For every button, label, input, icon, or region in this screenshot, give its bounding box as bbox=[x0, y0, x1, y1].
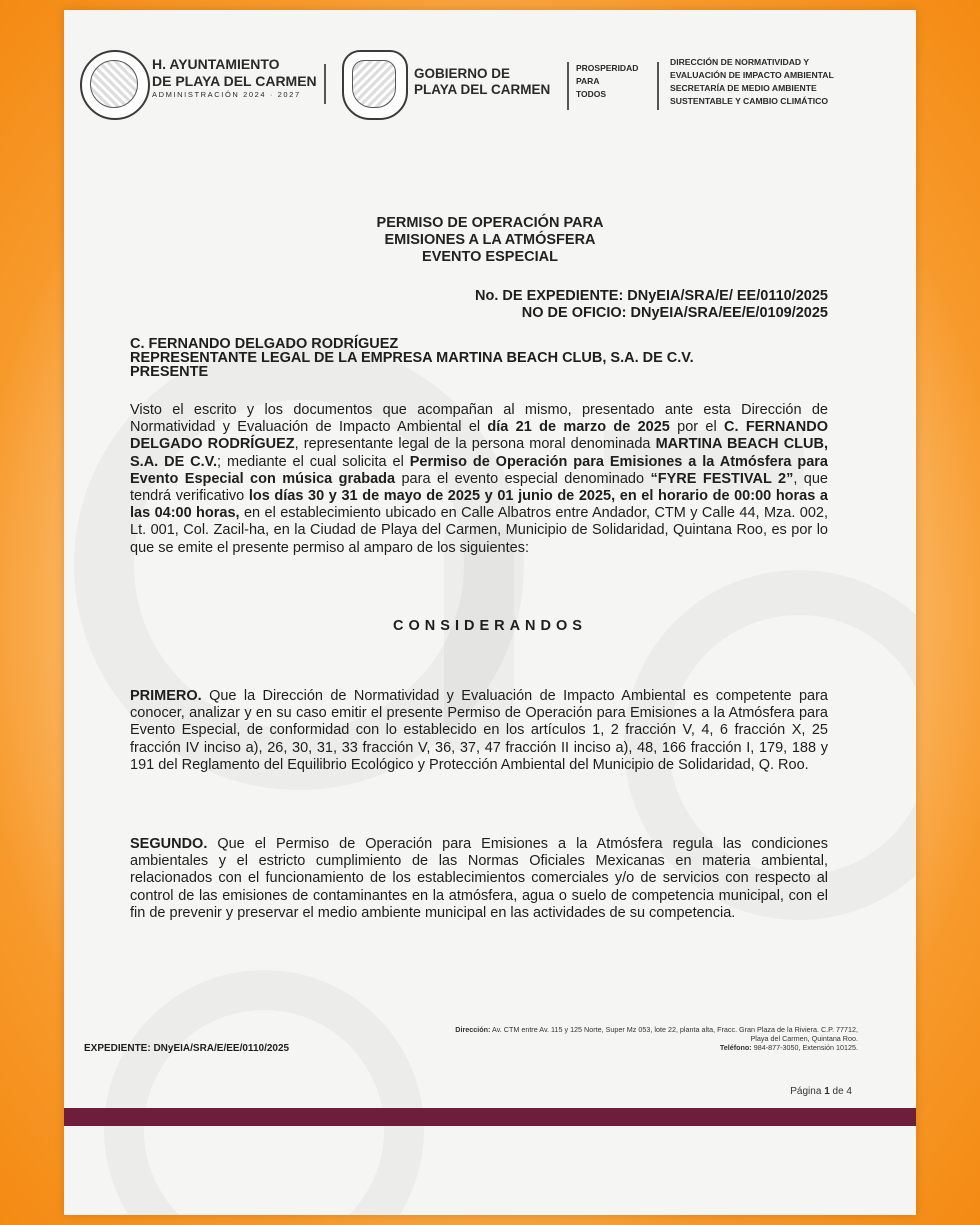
administracion-label: ADMINISTRACIÓN 2024 · 2027 bbox=[152, 90, 301, 99]
primero-paragraph: PRIMERO. Que la Dirección de Normatividad y Evaluación de Impacto Ambiental es competente para conocer, analizar y en su caso emitir el presente Permiso de Operación para Emisiones a la Atmósfera para Evento Especial, de conformidad con lo establecido en los artículos 1, 2 fracción V, 4, 6 fracción X, 25 fracción IV inciso a), 26, 30, 31, 33 fracción V, 36, 37, 47 fracción II inciso a), 48, 166 fracción I, 179, 188 y 191 del Reglamento del Equilibrio Ecológico y Protección Ambiental del Municipio de Solidaridad, Q. Roo. bbox=[130, 688, 828, 773]
document-page bbox=[64, 10, 916, 1215]
ayuntamiento-seal-icon bbox=[80, 50, 150, 120]
gobierno-title-1: GOBIERNO DE bbox=[414, 66, 511, 81]
page-number: Página 1 de 4 bbox=[790, 1086, 852, 1097]
document-title: PERMISO DE OPERACIÓN PARA EMISIONES A LA ATMÓSFERA EVENTO ESPECIAL bbox=[376, 215, 604, 265]
watermark-ring bbox=[104, 970, 424, 1215]
gobierno-title-2: PLAYA DEL CARMEN bbox=[414, 82, 551, 97]
footer-color-bar bbox=[64, 1108, 916, 1126]
intro-paragraph: Visto el escrito y los documentos que acompañan al mismo, presentado ante esta Dirección de Normatividad y Evaluación de Impacto Ambiental el día 21 de marzo de 2025 por el C. FERNANDO DELGADO RODRÍGUEZ, representante legal de la persona moral denominada MARTINA BEACH CLUB, S.A. DE C.V.; mediante el cual solicita el Permiso de Operación para Emisiones a la Atmósfera para Evento Especial con música grabada para el evento especial denominado “FYRE FESTIVAL 2”, que tendrá verificativo los días 30 y 31 de mayo de 2025 y 01 junio de 2025, en el horario de 00:00 horas a las 04:00 horas, en el establecimiento ubicado en Calle Albatros entre Andador, CTM y Calle 44, Mza. 002, Lt. 001, Col. Zacil-ha, en la Ciudad de Playa del Carmen, Municipio de Solidaridad, Quintana Roo, es por lo que se emite el presente permiso al amparo de los siguientes: bbox=[130, 402, 828, 556]
considerandos-heading: CONSIDERANDOS bbox=[393, 618, 587, 634]
file-numbers bbox=[475, 288, 828, 322]
expediente-number: No. DE EXPEDIENTE: DNyEIA/SRA/E/ EE/0110/2025 bbox=[475, 288, 828, 304]
ayuntamiento-title-1: H. AYUNTAMIENTO bbox=[152, 56, 280, 72]
divider bbox=[324, 64, 326, 104]
ayuntamiento-title-2: DE PLAYA DEL CARMEN bbox=[152, 73, 317, 89]
addressee-block: C. FERNANDO DELGADO RODRÍGUEZ REPRESENTANTE LEGAL DE LA EMPRESA MARTINA BEACH CLUB, S.A. DE C.V. PRESENTE bbox=[130, 336, 694, 380]
dependency-name: DIRECCIÓN DE NORMATIVIDAD Y EVALUACIÓN DE IMPACTO AMBIENTAL SECRETARÍA DE MEDIO AMBIENTE SUSTENTABLE Y CAMBIO CLIMÁTICO bbox=[670, 57, 834, 106]
oficio-number: NO DE OFICIO: DNyEIA/SRA/EE/E/0109/2025 bbox=[521, 305, 828, 321]
footer-address: Dirección: Av. CTM entre Av. 115 y 125 Norte, Super Mz 053, lote 22, planta alta, Fracc. Gran Plaza de la Riviera. C.P. 77712, Playa del Carmen, Quintana Roo. Teléfono: 984-877-3050, Extensión 10125. bbox=[455, 1025, 858, 1052]
segundo-paragraph: SEGUNDO. Que el Permiso de Operación para Emisiones a la Atmósfera regula las condiciones ambientales y el estricto cumplimiento de las Normas Oficiales Mexicanas en materia ambiental, relacionados con el funcionamiento de los establecimientos comerciales y/o de servicios con respecto al control de las emisiones de contaminantes en la atmósfera, agua o suelo de competencia municipal, con el fin de prevenir y preservar el medio ambiente municipal en las actividades de su competencia. bbox=[130, 836, 828, 921]
divider bbox=[657, 62, 659, 110]
divider bbox=[567, 62, 569, 110]
gobierno-seal-icon bbox=[342, 50, 408, 120]
letterhead bbox=[80, 50, 910, 130]
slogan: PROSPERIDAD PARA TODOS bbox=[576, 63, 639, 99]
footer-expediente: EXPEDIENTE: DNyEIA/SRA/E/EE/0110/2025 bbox=[84, 1043, 290, 1054]
